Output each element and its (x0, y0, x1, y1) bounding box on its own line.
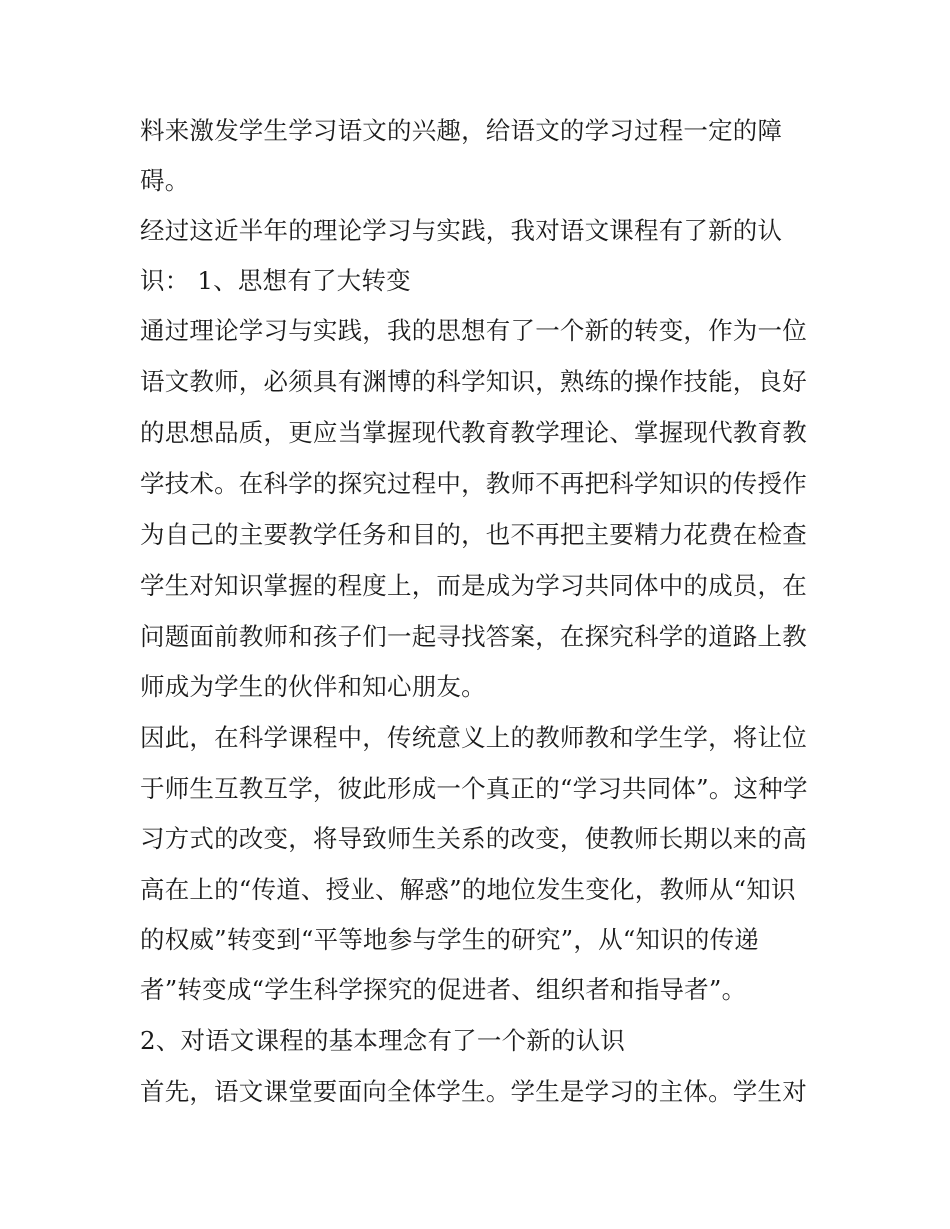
text-line: 学生对知识掌握的程度上，而是成为学习共同体中的成员，在 (140, 571, 807, 600)
text-line: 经过这近半年的理论学习与实践，我对语文课程有了新的认 (140, 216, 783, 245)
text-line: 因此，在科学课程中，传统意义上的教师教和学生学，将让位 (140, 723, 807, 752)
text-line: 语文教师，必须具有渊博的科学知识，熟练的操作技能，良好 (140, 367, 807, 396)
text-line: 的思想品质，更应当掌握现代教育教学理论、掌握现代教育教 (140, 418, 807, 447)
text-line: 高在上的“传道、授业、解惑”的地位发生变化，教师从“知识 (140, 875, 796, 904)
section-heading: 识： 1、思想有了大转变 (140, 266, 411, 295)
text-line: 碍。 (140, 166, 190, 195)
text-line: 料来激发学生学习语文的兴趣，给语文的学习过程一定的障 (140, 116, 783, 145)
text-line: 问题面前教师和孩子们一起寻找答案，在探究科学的道路上教 (140, 622, 807, 651)
text-line: 学技术。在科学的探究过程中，教师不再把科学知识的传授作 (140, 469, 807, 498)
text-line: 为自己的主要教学任务和目的，也不再把主要精力花费在检查 (140, 520, 807, 549)
text-line: 者”转变成“学生科学探究的促进者、组织者和指导者”。 (140, 975, 747, 1004)
text-line: 师成为学生的伙伴和知心朋友。 (140, 672, 486, 701)
text-line: 首先，语文课堂要面向全体学生。学生是学习的主体。学生对 (140, 1077, 807, 1106)
text-line: 通过理论学习与实践，我的思想有了一个新的转变，作为一位 (140, 316, 807, 345)
text-line: 习方式的改变，将导致师生关系的改变，使教师长期以来的高 (140, 824, 807, 853)
text-line: 的权威”转变到“平等地参与学生的研究”，从“知识的传递 (140, 925, 759, 954)
text-line: 于师生互教互学，彼此形成一个真正的“学习共同体”。这种学 (140, 774, 808, 803)
section-heading: 2、对语文课程的基本理念有了一个新的认识 (140, 1026, 626, 1055)
